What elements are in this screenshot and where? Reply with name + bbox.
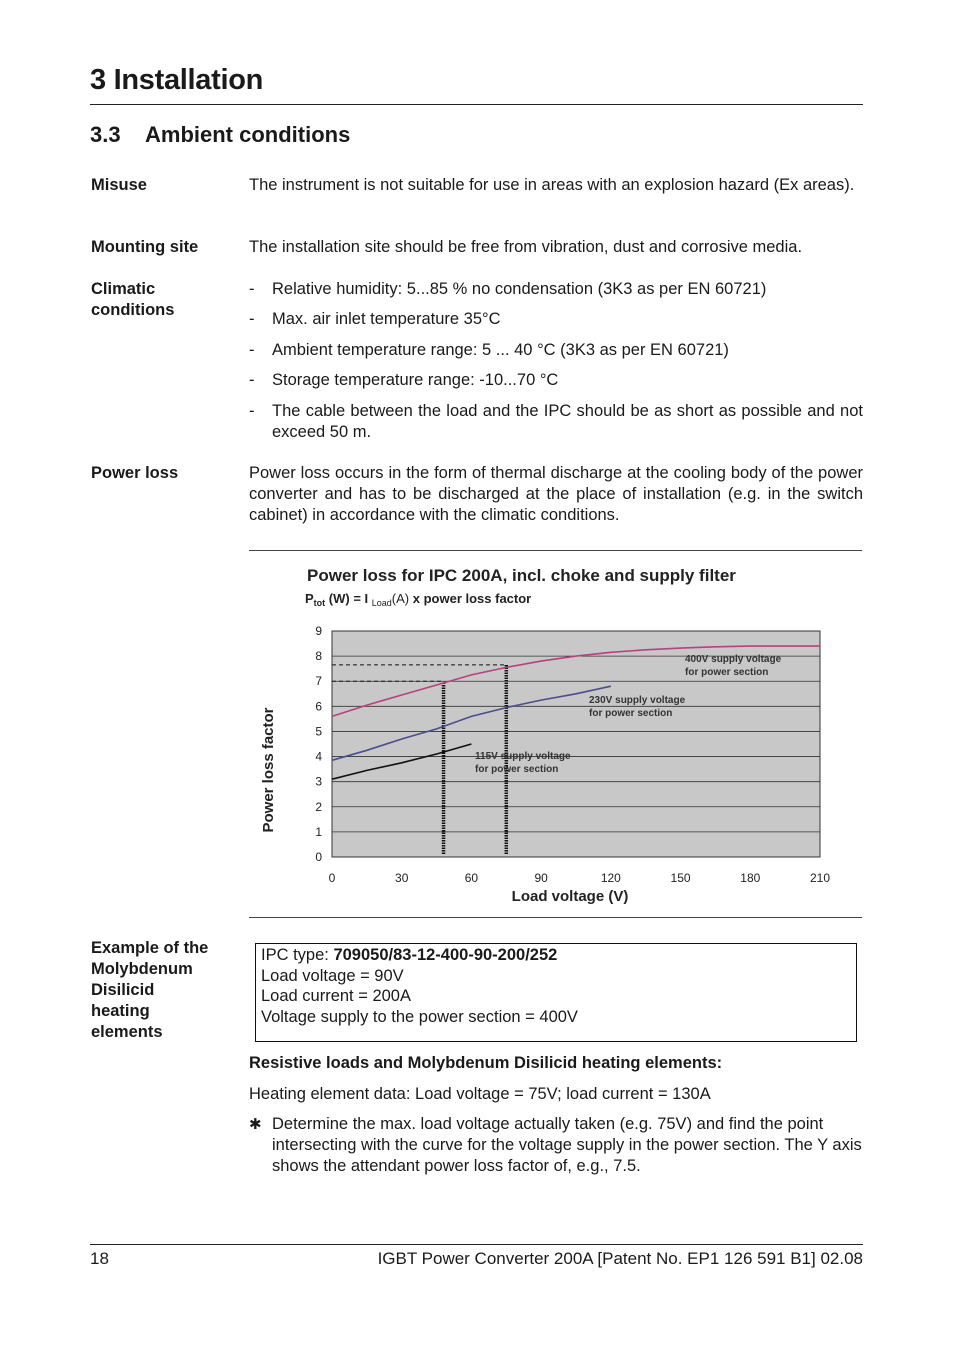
section-number: 3.3 (90, 122, 121, 147)
series-label: for power section (475, 764, 559, 775)
bullet-dash: - (249, 341, 255, 359)
y-tick-labels (315, 624, 322, 864)
example-line: Voltage supply to the power section = 400V (261, 1008, 578, 1027)
misuse-label: Misuse (91, 176, 147, 194)
x-tick-label: 210 (809, 871, 831, 885)
mounting-text: The installation site should be free from vibration, dust and corrosive media. (249, 238, 803, 256)
climatic-item-text: Relative humidity: 5...85 % no condensation (3K3 as per EN 60721) (272, 280, 767, 298)
step-star-icon: ✱ (249, 1116, 262, 1133)
x-tick-labels (329, 871, 831, 885)
climatic-item-text: The cable between the load and the IPC should be as short as possible and not exceed 50 m. (272, 402, 863, 441)
y-tick-label: 9 (315, 624, 322, 638)
example-line: Load current = 200A (261, 987, 411, 1006)
resistive-heading: Resistive loads and Molybdenum Disilicid heating elements: (249, 1054, 723, 1072)
x-tick-label: 90 (534, 871, 548, 885)
y-tick-label: 3 (315, 774, 322, 789)
climatic-item-text: Storage temperature range: -10...70 °C (272, 371, 559, 389)
ipc-type-line (261, 945, 851, 966)
example-label-line: Molybdenum (91, 960, 193, 978)
subtitle-mid: (W) = I (325, 591, 372, 606)
example-label-line: Disilicid (91, 981, 155, 999)
example-label-line: Example of the (91, 939, 209, 957)
x-tick-label: 180 (740, 871, 761, 885)
subtitle-unit: (A) (391, 591, 410, 606)
x-tick-label: 120 (600, 871, 621, 885)
x-tick-label: 150 (670, 871, 691, 885)
example-label (91, 938, 208, 1043)
y-tick-label: 2 (315, 799, 322, 814)
subtitle-end: x power loss factor (409, 591, 532, 606)
subtitle-tot: tot (313, 598, 326, 608)
series-label: 400V supply voltage (685, 654, 782, 665)
power-loss-label: Power loss (91, 464, 179, 482)
bullet-dash: - (249, 310, 255, 328)
series-label: 115V supply voltage (475, 751, 571, 762)
x-tick-label: 0 (328, 871, 336, 885)
y-tick-label: 4 (315, 749, 322, 764)
chart-subtitle (305, 591, 531, 608)
x-tick-label: 60 (464, 871, 479, 885)
page-number: 18 (90, 1249, 109, 1268)
example-box (255, 943, 857, 1042)
series-label: for power section (685, 667, 769, 678)
y-tick-label: 5 (315, 724, 322, 739)
x-tick-label: 30 (395, 871, 409, 885)
climatic-item-text: Ambient temperature range: 5 ... 40 °C (3K3 as per EN 60721) (272, 341, 729, 359)
misuse-text: The instrument is not suitable for use in areas with an explosion hazard (Ex areas). (249, 176, 855, 194)
series-label: 230V supply voltage (589, 695, 686, 706)
document-info: IGBT Power Converter 200A [Patent No. EP1 126 591 B1] 02.08 (377, 1249, 863, 1268)
power-loss-text: Power loss occurs in the form of thermal discharge at the cooling body of the power converter and has to be discharged at the place of installation (e.g. in the switch cabinet) in accordance with the climatic conditions. (249, 464, 863, 524)
bullet-dash: - (249, 371, 255, 389)
example-label-line: heating (91, 1002, 150, 1020)
y-tick-label: 1 (315, 824, 322, 839)
chapter-title: 3 Installation (90, 64, 264, 96)
y-tick-label: 8 (315, 649, 322, 664)
chart-title: Power loss for IPC 200A, incl. choke and supply filter (307, 566, 736, 585)
bullet-dash: - (249, 280, 255, 298)
y-tick-label: 7 (315, 674, 322, 689)
series-label: for power section (589, 708, 673, 719)
ipc-type-label: IPC type: (261, 946, 334, 964)
y-tick-label: 0 (315, 850, 322, 864)
bullet-dash: - (249, 402, 255, 420)
section-title-text: Ambient conditions (145, 122, 351, 147)
step-text: Determine the max. load voltage actually taken (e.g. 75V) and find the point intersecting with the curve for the voltage supply in the power section. The Y axis shows the attendant power loss factor of, e.g., 7.5. (272, 1115, 862, 1175)
heating-element-data: Heating element data: Load voltage = 75V; load current = 130A (249, 1085, 711, 1103)
subtitle-p: P (305, 591, 314, 606)
footer-divider (90, 1244, 863, 1245)
mounting-label: Mounting site (91, 238, 199, 256)
example-line: Load voltage = 90V (261, 966, 404, 985)
y-tick-label: 6 (315, 699, 322, 714)
chart-bottom-rule (249, 917, 862, 918)
climatic-label-line: Climatic (91, 280, 156, 298)
subtitle-load: Load (371, 598, 392, 608)
ipc-type-value: 709050/83-12-400-90-200/252 (333, 946, 558, 964)
y-axis-label: Power loss factor (260, 707, 277, 833)
x-axis-label: Load voltage (V) (511, 888, 629, 905)
climatic-label-line: conditions (91, 301, 175, 319)
example-label-line: elements (91, 1023, 163, 1041)
climatic-item-text: Max. air inlet temperature 35°C (272, 310, 501, 328)
